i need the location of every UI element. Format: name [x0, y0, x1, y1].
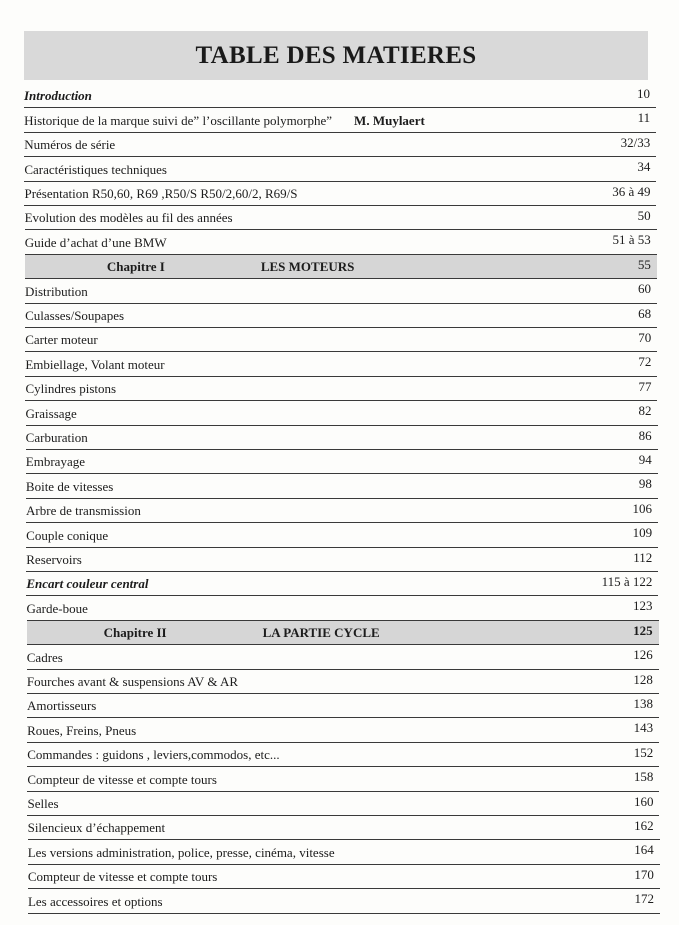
entry-title: Historique de la marque suivi de” l’oscillante polymorphe” — [24, 112, 333, 128]
entry-label — [27, 723, 659, 742]
toc-entry — [28, 840, 660, 864]
entry-page-number: 106 — [632, 500, 653, 516]
chapter-name: LA PARTIE CYCLE — [262, 625, 380, 641]
entry-page-number: 126 — [633, 647, 653, 663]
toc-entry — [27, 718, 659, 742]
toc-entry — [27, 694, 659, 718]
entry-page-number: 158 — [633, 769, 654, 785]
entry-page-number: 32/33 — [620, 134, 651, 150]
entry-label — [25, 427, 658, 449]
entry-label — [26, 500, 658, 522]
entry-page-number: 11 — [637, 110, 651, 126]
entry-label — [27, 793, 659, 815]
entry-label — [26, 549, 658, 571]
entry-title: Carburation — [25, 429, 88, 445]
entry-label — [28, 820, 660, 839]
entry-title: Reservoirs — [26, 551, 82, 567]
toc-entry — [28, 816, 660, 840]
entry-label — [26, 454, 658, 473]
entry-label — [25, 378, 657, 400]
entry-title: Embrayage — [25, 454, 85, 470]
entry-label — [27, 698, 659, 717]
entry-label — [25, 235, 657, 254]
entry-label — [25, 305, 657, 327]
entry-label — [28, 894, 660, 913]
entry-page-number: 94 — [638, 452, 652, 467]
entry-title: Couple conique — [26, 527, 109, 543]
toc-entry — [26, 523, 658, 547]
entry-label — [24, 183, 656, 205]
entry-title: Evolution des modèles au fil des années — [24, 210, 233, 226]
entry-title: Roues, Freins, Pneus — [27, 722, 137, 738]
entry-page-number: 51 à 53 — [612, 232, 651, 248]
entry-title: Compteur de vitesse et compte tours — [27, 771, 217, 787]
entry-page-number: 138 — [633, 696, 653, 711]
toc-entry — [25, 328, 657, 352]
toc-entry — [27, 792, 659, 816]
entry-page-number: 152 — [633, 744, 654, 760]
entry-label — [27, 772, 659, 791]
entry-page-number: 10 — [637, 86, 650, 101]
entry-title: Introduction — [24, 88, 92, 104]
entry-label — [25, 357, 657, 376]
toc-entry — [25, 352, 657, 376]
entry-label — [25, 332, 657, 351]
toc-entry — [26, 474, 658, 498]
entry-label — [26, 479, 658, 498]
entry-page-number: 160 — [633, 793, 654, 809]
entry-page-number: 34 — [637, 159, 651, 175]
entry-page-number: 82 — [638, 403, 652, 419]
entry-title: Les versions administration, police, presse, cinéma, vitesse — [27, 844, 335, 860]
page-title: TABLE DES MATIERES — [195, 41, 477, 69]
toc-entry — [26, 426, 658, 450]
entry-page-number: 77 — [638, 378, 652, 394]
toc-entry — [26, 499, 658, 523]
entry-title: Embiellage, Volant moteur — [25, 356, 165, 372]
entry-author: M. Muylaert — [354, 112, 425, 128]
entry-title: Fourches avant & suspensions AV & AR — [26, 673, 239, 689]
toc-entry — [26, 450, 658, 474]
toc-entry — [28, 865, 660, 889]
toc-entry — [24, 182, 656, 206]
entry-page-number: 162 — [634, 818, 654, 833]
toc-entry — [24, 108, 656, 132]
entry-page-number: 112 — [633, 549, 653, 565]
toc-entry — [24, 133, 656, 157]
entry-label — [25, 284, 657, 303]
entry-page-number: 86 — [638, 427, 652, 443]
entry-page-number: 164 — [634, 842, 654, 858]
toc-entry — [27, 743, 659, 767]
entry-label — [24, 162, 656, 181]
toc-entry — [24, 157, 656, 181]
entry-page-number: 115 à 122 — [601, 574, 653, 589]
entry-page-number: 109 — [632, 525, 653, 541]
entry-title: Amortisseurs — [27, 698, 97, 714]
entry-page-number: 172 — [634, 891, 654, 907]
entry-page-number: 60 — [637, 281, 651, 297]
entry-title: Silencieux d’échappement — [27, 820, 166, 836]
entry-label — [27, 622, 659, 644]
entry-label — [27, 744, 659, 766]
entry-title: Carter moteur — [25, 332, 98, 348]
entry-title: Boite de vitesses — [25, 478, 114, 494]
entry-label — [24, 88, 656, 107]
entry-page-number: 143 — [633, 720, 654, 736]
entry-page-number: 55 — [637, 256, 651, 272]
entry-title: Les accessoires et options — [27, 893, 163, 909]
entry-title: Distribution — [24, 283, 88, 299]
entry-title: Cadres — [26, 649, 63, 665]
entry-page-number: 128 — [633, 671, 653, 687]
toc-entry — [28, 889, 660, 913]
entry-title: Caractéristiques techniques — [24, 161, 167, 177]
entry-label — [25, 210, 657, 229]
toc-entry — [27, 670, 659, 694]
entry-label — [27, 866, 660, 888]
entry-page-number: 72 — [638, 354, 652, 370]
entry-title: Compteur de vitesse et compte tours — [27, 869, 218, 885]
entry-page-number: 125 — [633, 622, 653, 638]
entry-title: Guide d’achat d’une BMW — [24, 234, 167, 250]
entry-page-number: 68 — [638, 305, 652, 321]
toc-entry — [27, 767, 659, 791]
entry-label — [26, 576, 658, 595]
entry-label — [26, 406, 658, 425]
entry-title: Graissage — [25, 405, 77, 421]
entry-label — [25, 256, 657, 278]
entry-label — [24, 134, 656, 156]
entry-label — [26, 528, 658, 547]
entry-page-number: 123 — [633, 598, 653, 614]
entry-page-number: 36 à 49 — [612, 183, 651, 199]
entry-page-number: 70 — [638, 330, 652, 345]
chapter-number: Chapitre I — [106, 259, 165, 275]
entry-label — [27, 650, 659, 669]
chapter-row — [27, 621, 659, 645]
chapter-row — [25, 255, 657, 279]
entry-label — [27, 601, 659, 620]
entry-label — [24, 113, 656, 132]
entry-label — [26, 671, 659, 693]
entry-title: Arbre de transmission — [26, 503, 141, 519]
entry-title: Garde-boue — [26, 600, 88, 616]
entry-label — [28, 845, 660, 864]
toc-entry — [25, 279, 657, 303]
entry-title: Selles — [27, 795, 59, 811]
toc-entry — [27, 596, 659, 620]
toc-entry — [25, 206, 657, 230]
chapter-name: LES MOTEURS — [260, 259, 355, 275]
toc-entry — [26, 548, 658, 572]
toc-entry — [25, 304, 657, 328]
toc-entry — [26, 572, 658, 596]
entry-title: Cylindres pistons — [25, 381, 117, 397]
toc-entry — [25, 230, 657, 254]
title-band — [24, 31, 648, 80]
toc-entry — [27, 645, 659, 669]
entry-title: Encart couleur central — [26, 576, 149, 592]
toc-entry — [24, 84, 656, 108]
entry-title: Commandes : guidons , leviers,commodos, etc... — [27, 747, 280, 763]
entry-title: Numéros de série — [24, 137, 116, 153]
entry-title: Culasses/Soupapes — [25, 307, 125, 323]
toc-entry — [25, 377, 657, 401]
entry-page-number: 170 — [634, 866, 654, 882]
chapter-number: Chapitre II — [103, 625, 167, 641]
entry-page-number: 50 — [637, 208, 651, 223]
entry-page-number: 98 — [638, 476, 652, 492]
toc-entry — [26, 401, 658, 425]
entry-title: Présentation R50,60, R69 ,R50/S R50/2,60/2, R69/S — [24, 185, 298, 201]
